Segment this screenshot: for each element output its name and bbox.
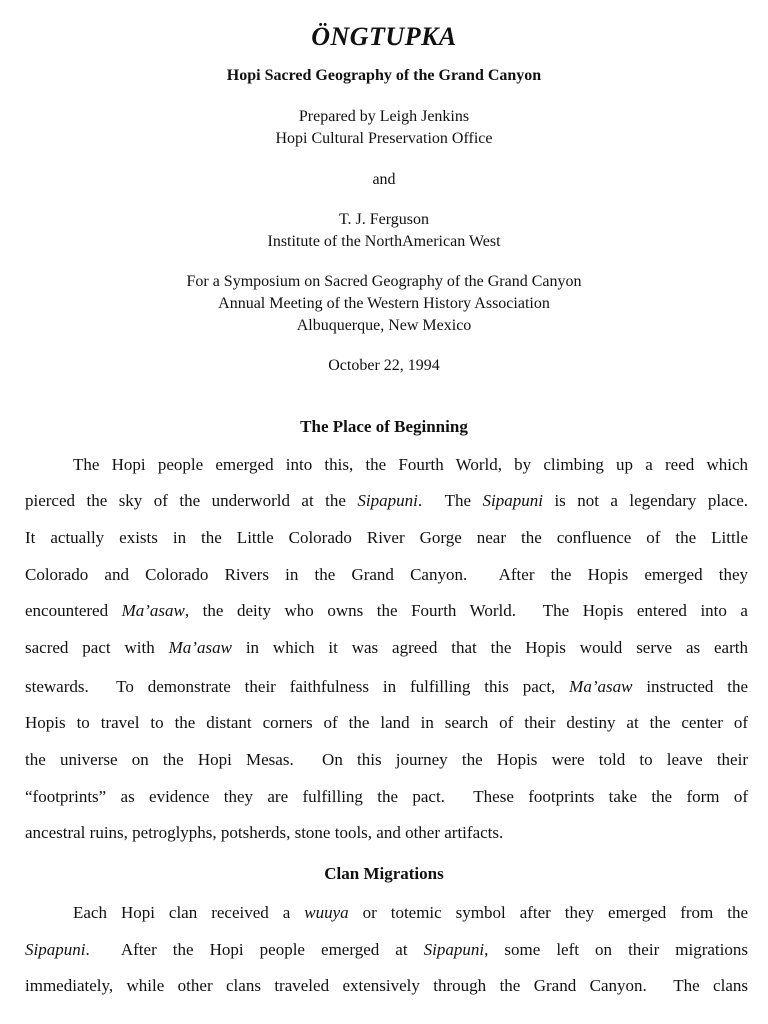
paragraph-line: The Hopi people emerged into this, the Fourth World, by climbing up a reed which xyxy=(73,455,748,474)
paragraph-line: the universe on the Hopi Mesas. On this journey the Hopis were told to leave their xyxy=(25,750,748,769)
institute: Institute of the NorthAmerican West xyxy=(267,233,501,250)
paragraph-line: immediately, while other clans traveled extensively through the Grand Canyon. The clans xyxy=(25,976,748,995)
document-subtitle: Hopi Sacred Geography of the Grand Canyon xyxy=(226,67,542,84)
section-heading: Clan Migrations xyxy=(324,864,444,883)
and-text: and xyxy=(372,171,396,188)
paragraph-line: It actually exists in the Little Colorado River Gorge near the confluence of the Little xyxy=(25,528,748,547)
location-line: Albuquerque, New Mexico xyxy=(296,317,472,334)
paragraph-line: encountered Ma’asaw, the deity who owns the Fourth World. The Hopis entered into a xyxy=(25,601,748,620)
document-title: ÖNGTUPKA xyxy=(311,22,457,51)
paragraph-line: stewards. To demonstrate their faithfulness in fulfilling this pact, Ma’asaw instructed the xyxy=(25,677,748,696)
paragraph-line: “footprints” as evidence they are fulfilling the pact. These footprints take the form of xyxy=(25,787,748,806)
meeting-line: Annual Meeting of the Western History Association xyxy=(218,295,550,312)
date-line: October 22, 1994 xyxy=(328,357,440,374)
paragraph-line: Each Hopi clan received a wuuya or totemic symbol after they emerged from the xyxy=(73,903,748,922)
paragraph-line: sacred pact with Ma’asaw in which it was agreed that the Hopis would serve as earth xyxy=(25,638,748,657)
paragraph-line: Colorado and Colorado Rivers in the Grand Canyon. After the Hopis emerged they xyxy=(25,565,748,584)
section-heading: The Place of Beginning xyxy=(300,417,468,436)
paragraph-line: Sipapuni. After the Hopi people emerged at Sipapuni, some left on their migrations xyxy=(25,940,748,959)
office: Hopi Cultural Preservation Office xyxy=(275,130,493,147)
symposium-line: For a Symposium on Sacred Geography of the Grand Canyon xyxy=(186,273,582,290)
paragraph-line: ancestral ruins, petroglyphs, potsherds, stone tools, and other artifacts. xyxy=(25,823,504,842)
paragraph-line: pierced the sky of the underworld at the Sipapuni. The Sipapuni is not a legendary place. xyxy=(25,491,748,510)
coauthor: T. J. Ferguson xyxy=(338,211,430,228)
paragraph-line: Hopis to travel to the distant corners of the land in search of their destiny at the center of xyxy=(25,713,748,732)
prepared-by: Prepared by Leigh Jenkins xyxy=(298,108,470,125)
